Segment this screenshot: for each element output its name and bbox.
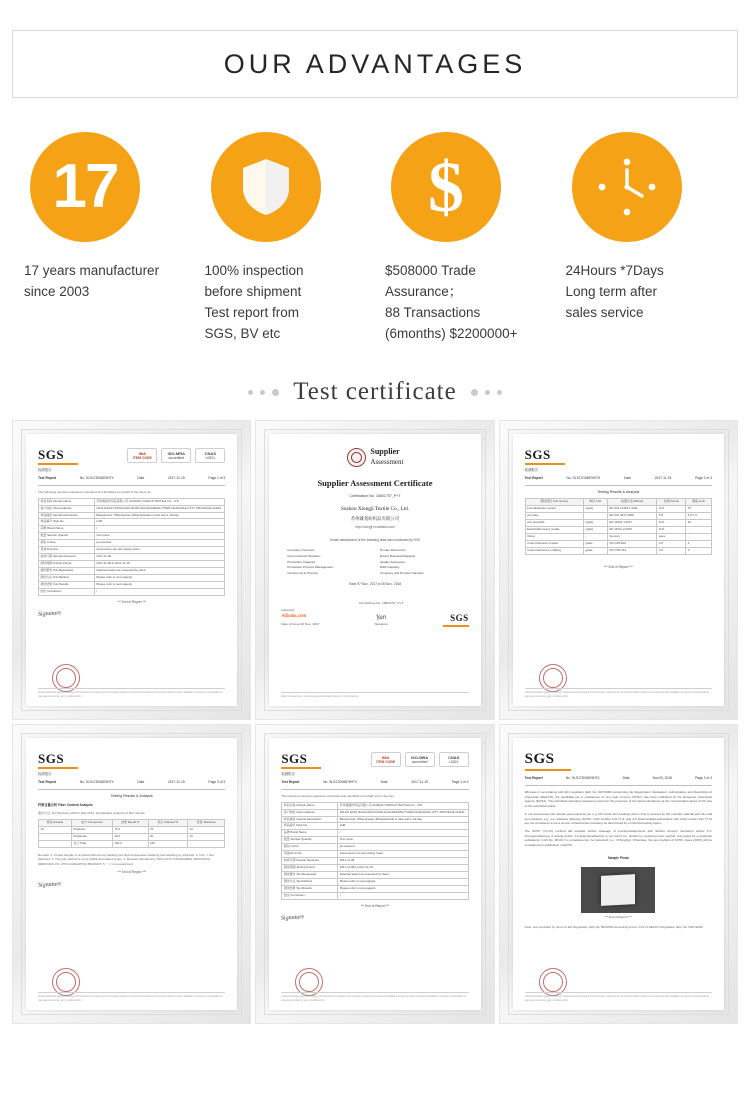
table-row: Polyamide 29.6 30 ±3 xyxy=(39,833,225,840)
table-row: 测试周期 Testing Period 2017-11-08 to 2017-11-15 xyxy=(282,864,468,871)
advantage-text-3: $508000 Trade Assurance； 88 Transactions (6months) $2200000+ xyxy=(385,263,518,341)
validity-period: Total: 97 Nov., 2017 to 06 Nov., 2018 xyxy=(348,582,402,587)
table-row: 客户地址 Client Address NO.8-8 EAST RUIGUANG ROAD,SHUANGFENG TOWN,CHANGSHU CITY, PROVINCE,CHINA xyxy=(39,505,225,512)
certificate-page-3 xyxy=(513,434,724,706)
table-row: 1# Polyester 70.4 70 ±3 xyxy=(39,826,225,833)
badge-cnas: CNAS L0021 xyxy=(195,448,225,463)
brand-line-1: Supplier xyxy=(370,447,400,456)
dots-left-icon xyxy=(248,389,279,396)
end-of-report-note: *** End of Report *** xyxy=(117,870,147,875)
company-name-cn: 苏州雄基纺织品有限公司 xyxy=(350,516,400,522)
accreditation-badges xyxy=(127,448,225,463)
footer-note: Note: test specified by terms of EU Regulation (EC) No 552/2009 amending Annex XVII of REACH Regulation (EC) No 1907/2006. xyxy=(524,925,704,930)
date-label: Date of Issue xyxy=(281,622,300,627)
list-item: Current Export Situation xyxy=(287,554,321,558)
table-row: Formaldehyde content mg/kg EN ISO 14184-1:2011 N.D. 75 xyxy=(525,506,711,513)
certificate-frame-4[interactable] xyxy=(12,724,251,1024)
assessment-areas xyxy=(281,548,468,576)
table-row: Colour fastness to water grade ISO 105-E01 4-5 3 xyxy=(525,540,711,547)
end-of-report-note: *** End of Report *** xyxy=(360,903,390,908)
signature-label: Signature xyxy=(374,622,388,627)
advantage-item-4 xyxy=(556,132,737,344)
seal-icon xyxy=(347,448,366,467)
advantage-text-2: 100% inspection before shipment Test report from SGS, BV etc xyxy=(204,263,304,341)
report-meta: Test Report No. SLS17D06876HT4 Date 2017-11-15 Page 1 of 3 xyxy=(38,476,226,481)
certificate-footer: Unless otherwise agreed in writing, this document is issued by the Company subject to its General Conditions of Service printed overleaf, available on request or accessible at www.sgs.com/terms_and_conditions.htm xyxy=(524,691,709,698)
sgs-logo: SGS xyxy=(281,752,321,769)
certificate-frame-2[interactable] xyxy=(255,420,494,720)
paragraph-2: In our assessment the sample was tested as per e.g. RV hooks and coatings and is only a covered by the contract material and the total test samples, e.g. n.d. indicates absence (SVHC, CAS number 101-77-9, and 4,4'-Diaminodiphenylmethane with CAS number 101-77-9) are not considered to be a source of banned azo amine(s) as determined by a chemical testing agent. xyxy=(524,811,712,826)
table-row: 测试周期 Testing Period 2017-11-08 to 2017-11-15 xyxy=(39,560,225,567)
signature: Signature xyxy=(37,881,62,890)
table-row: 收样日期 Sample Received 2017-11-08 xyxy=(39,554,225,561)
report-meta: Test Report No. SLS17D06876HT4 Date Nov.20, 2015 Page 2 of 3 xyxy=(524,776,712,780)
dollar-icon: $ xyxy=(391,132,501,242)
brand-line-2: Assessment xyxy=(370,457,404,466)
certificate-page-6 xyxy=(513,738,724,1010)
certificate-page-2 xyxy=(269,434,480,706)
certificate-footer: Unless otherwise agreed in writing, this document is issued by the Company subject to its General Conditions of Service printed overleaf, available on request or accessible at www.sgs.com/terms_and_conditions.htm xyxy=(281,995,466,1002)
advantage-item-2 xyxy=(195,132,376,344)
certificate-frame-6[interactable] xyxy=(499,724,738,1024)
sgs-logo: SGS xyxy=(525,752,712,771)
certificate-footer: Unless otherwise agreed in writing, this document is issued by the Company subject to its General Conditions of Service printed overleaf, available on request or accessible at www.sgs.com/terms_and_conditions.htm xyxy=(38,691,223,698)
signature: Signature xyxy=(281,914,305,923)
certificates-grid xyxy=(0,406,750,1024)
advantages-row xyxy=(0,132,750,344)
list-item: Export Business/Capacity xyxy=(380,554,416,558)
certificate-footer: Unless otherwise agreed in writing, this document is issued by the Company subject to its General Conditions of Service printed overleaf, available on request or accessible at www.sgs.com/terms_and_conditions.htm xyxy=(524,995,709,1002)
table-row: 测试结果 Test Results Please refer to next page(s). xyxy=(282,885,468,892)
table-row: 用途 End Use Automotive/ car care wiping towel xyxy=(39,547,225,554)
certificate-page-1 xyxy=(26,434,237,706)
table-row: Extractable heavy metals mg/kg EN 16711-2:2015 N.D. - xyxy=(525,527,711,534)
table-row: 颜色 Colour as received xyxy=(282,844,468,851)
badge-cnas: CNAS L0021 xyxy=(439,752,469,767)
badge-ima: IMA ITEM CODE xyxy=(371,752,401,767)
end-of-report-note: *** End of Report *** xyxy=(604,914,632,919)
handwritten-signature: Yan xyxy=(375,612,387,622)
number-17-icon: 17 xyxy=(30,132,140,242)
report-cn-label: 检测报告 xyxy=(281,772,295,776)
sgs-logo: SGS xyxy=(38,752,225,769)
paragraph-1: Whereas in accordance with EC regulation (EC) No 1907/2006 concerning the Registration, Evaluation, Authorisation and Restriction of Chemicals (REACH), the candidate list of substances of very high concern (SVHC) has been published by the European Chemicals Agency (ECHA). The submitted sample(s) was/were tested for the presence of the listed substances at the concentration above 0.1% w/w of the submitted article. xyxy=(524,789,712,809)
badge-ilac: ISO-MRA accredited xyxy=(161,448,191,463)
table-row: 收样日期 Sample Received 2017-11-08 xyxy=(282,858,468,865)
sample-info-table xyxy=(281,802,468,900)
certificates-heading xyxy=(0,378,750,406)
advantage-item-1 xyxy=(14,132,195,344)
clock-icon xyxy=(572,132,682,242)
sample-photo xyxy=(581,867,655,913)
table-row: 颜色 Colour as received xyxy=(39,540,225,547)
table-row: 测试要求 Test Requested Selected test(s) as requested by client. xyxy=(39,567,225,574)
table-row: Colour fastness to rubbing grade ISO 105-X12 4-5 3 xyxy=(525,547,711,554)
results-title: Testing Results & Analysis xyxy=(110,794,153,799)
accreditation-badges xyxy=(371,752,469,767)
section-label: 纤维含量分析 Fiber Content Analysis xyxy=(38,803,93,808)
report-cn-label: 检测报告 xyxy=(38,772,52,776)
table-row: Azo dyestuffs mg/kg EN 14362-1:2017 N.D. 20 xyxy=(525,520,711,527)
badge-ilac: ISO-MRA accredited xyxy=(405,752,435,767)
list-item: Company Overview xyxy=(287,548,315,553)
table-row: 客户地址 Client Address NO.8-8 EAST RUIGUANG ROAD,SHUANGFENG TOWN,CHANGSHU CITY, PROVINCE,CHINA xyxy=(282,809,468,816)
list-item: Company and Product Samples xyxy=(380,570,424,575)
certificate-frame-5[interactable] xyxy=(255,724,494,1024)
table-row: Odour - Sensory pass - xyxy=(525,534,711,541)
list-item: Continuous & Process xyxy=(287,570,318,575)
company-name: Suzhou Xiongji Textile Co., Ltd. xyxy=(341,506,409,513)
report-meta: Test Report No. SLS17D06876HT4 Date 2017-11-15 Page 2 of 3 xyxy=(524,476,712,481)
issuer-name: Alibaba.com xyxy=(281,612,307,618)
header-box xyxy=(12,30,738,98)
advantage-text-4: 24Hours *7Days Long term after sales service xyxy=(565,263,664,320)
end-of-report-note: *** End of Report *** xyxy=(603,564,633,569)
sgs-logo: SGS xyxy=(525,448,712,465)
table-row: 结论 Conclusion / xyxy=(282,892,468,899)
results-title: Testing Results & Analysis xyxy=(597,490,640,495)
sgs-logo: SGS xyxy=(38,448,78,465)
report-intro: The following samples was/were submitted and identified on behalf of the client as : xyxy=(38,490,153,495)
table-header-row: 测试项目 Test Item(s) 单位 Unit 检测方法 Method 结果 Result 限值 Limit xyxy=(525,499,711,506)
badge-ima: IMA ITEM CODE xyxy=(127,448,157,463)
certificate-footer-row xyxy=(281,601,468,627)
shield-icon xyxy=(211,132,321,242)
advantage-text-1: 17 years manufacturer since 2003 xyxy=(24,263,160,299)
signature: Signature xyxy=(37,610,62,619)
advantage-item-3 xyxy=(375,132,556,344)
assessment-column-right xyxy=(380,548,463,576)
list-item: Production Capacity xyxy=(287,559,316,564)
page-title: OUR ADVANTAGES xyxy=(206,49,545,80)
table-row: 样品描述 Sample Description Background: 70%polyester 30%polyamide in tube and 1 roll bag xyxy=(39,512,225,519)
assessment-column-left xyxy=(287,548,370,576)
table-row: 测试方法 Test Method Please refer to next page(s). xyxy=(39,574,225,581)
supplier-assessment-header xyxy=(281,448,468,467)
method-note: 测试方法 Test Method: AATCC 20A-2014, Quantitative analysis of fiber blends xyxy=(38,811,145,816)
certificate-footer: Data of Assessment, Government Authentication Service, Onsite Service xyxy=(281,694,359,698)
report-cn-label: 检测报告 xyxy=(38,468,52,472)
assessment-description: Onsite assessment of the following area was conducted by SGS xyxy=(329,537,421,542)
header-section xyxy=(0,0,750,98)
table-row: 样品名称 Sample Name 苏州雄基纺织品有限公司 SUZHOU XIONGJI TEXTILE CO., LTD xyxy=(282,802,468,809)
certificates-title: Test certificate xyxy=(293,378,457,405)
table-row: 样品名称 Sample Name 苏州雄基纺织品有限公司 SUZHOU XIONGJI TEXTILE CO., LTD xyxy=(39,498,225,505)
certificate-frame-3[interactable] xyxy=(499,420,738,720)
report-meta: Test Report No. SLS17D06876HT4 Date 2017-11-15 Page 3 of 3 xyxy=(38,780,226,785)
list-item: Human Resources xyxy=(380,548,406,553)
table-row: 数量 Sample Quantity One piece xyxy=(282,837,468,844)
list-item: Production Process Management xyxy=(287,565,334,570)
dots-right-icon xyxy=(471,389,502,396)
report-intro: The following samples was/were submitted and identified on behalf of the client as : xyxy=(281,794,396,799)
cert-id-value: 16801757_P+T xyxy=(381,601,404,606)
table-row: 用途 End Use Automotive/ car care wiping towel xyxy=(282,851,468,858)
certificate-frame-1[interactable] xyxy=(12,420,251,720)
table-row: pH value - EN ISO 3071:2006 6.8 4.0-7.5 xyxy=(525,513,711,520)
paragraph-3: The SVHC (>0.1%) method will consider further cleavage of 4-aminoazobenzene with its/their concern number(s) and/or 1,4-phenylenediamine. A testing and/or 1,4-phenylenediamine is not found (i.e. limited by mentioned test method, test result for a particular substance). CAS No. 95-80-7 is considered as 'not detected' (i.e. <0.5mg/kg). Otherwise, the test method of SVHC cases (2015) will be considered on publication of ECHA. xyxy=(524,828,712,848)
certificate-title: Supplier Assessment Certificate xyxy=(317,478,433,489)
certificate-page-5 xyxy=(269,738,480,1010)
table-header-row: 样品 Sample 成分 Component 结果 Result % 标示 Claimed % 容差 Tolerance xyxy=(39,819,225,826)
report-cn-label: 检测报告 xyxy=(524,468,539,472)
sgs-mark: SGS xyxy=(450,612,469,623)
company-url: http://xiongji.en.alibaba.com xyxy=(355,524,395,529)
sample-info-table xyxy=(38,498,225,596)
table-row: 品牌 Brand Name / xyxy=(39,526,225,533)
table-row: 测试结果 Test Results Please refer to next page(s). xyxy=(39,581,225,588)
table-row: 总计 Total 100.0 100 - xyxy=(39,840,225,847)
list-item: Quality Assurance xyxy=(380,559,405,564)
certificate-footer: Unless otherwise agreed in writing, this document is issued by the Company subject to its General Conditions of Service printed overleaf, available on request or accessible at www.sgs.com/terms_and_conditions.htm xyxy=(38,995,223,1002)
fiber-content-table xyxy=(38,819,225,848)
cert-id-label: Cert ID/Line No. xyxy=(358,601,382,606)
remark-note: Remark: 1. Tested sample is provided without any backing but high temperature washing and washing by shrinked. 2. N.D. = Not detected. 3. The test method is not a CNAS accredited scope. 4. Results submitted by SGS-CSTC STANDARDS TECHNICAL SERVICES CO.,LTD GUANGZHOU BRANCH. 5. '-' = no requirement. xyxy=(38,852,214,866)
issued-by-label: Issued by xyxy=(281,608,295,613)
table-row: 测试方法 Test Method Please refer to next page(s). xyxy=(282,878,468,885)
end-of-report-note: *** End of Report *** xyxy=(117,599,147,604)
results-table xyxy=(525,498,712,554)
list-item: R&D Capacity xyxy=(380,565,400,570)
table-row: 测试要求 Test Requested Selected test(s) as requested by client. xyxy=(282,871,468,878)
table-row: 数量 Sample Quantity One piece xyxy=(39,533,225,540)
table-row: 品牌 Brand Name / xyxy=(282,830,468,837)
sample-photo-label: Sample Photo xyxy=(607,855,629,860)
table-row: 样品编号 Style No. LHB xyxy=(282,823,468,830)
certificate-number: Certification No. 16801757_P+T xyxy=(349,494,401,499)
table-row: 样品描述 Sample Description Background: 70%polyester 30%polyamide in tube and 1 roll bag xyxy=(282,816,468,823)
table-row: 结论 Conclusion / xyxy=(39,588,225,595)
table-row: 样品编号 Style No. LHB xyxy=(39,519,225,526)
issue-date: 06 Nov., 2017 xyxy=(300,622,320,627)
certificate-page-4 xyxy=(26,738,237,1010)
report-meta: Test Report No. SLS17D06876HT4 Date 2017-11-15 Page 1 of 4 xyxy=(281,780,469,785)
